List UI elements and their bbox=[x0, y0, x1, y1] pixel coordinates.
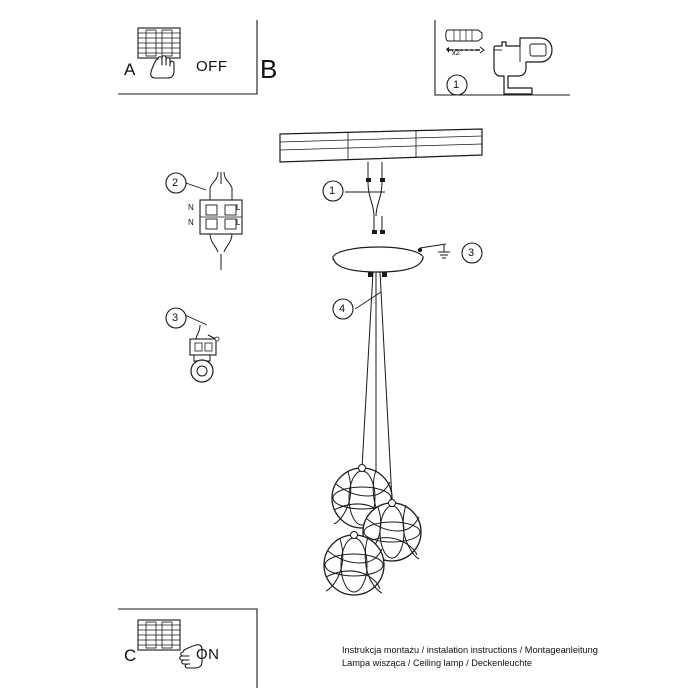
switch-on-icon bbox=[138, 620, 180, 650]
dowel-quantity-label: x2 bbox=[452, 48, 460, 57]
lamp-assembly bbox=[270, 120, 530, 620]
switch-off-label: OFF bbox=[196, 58, 228, 75]
panel-step-c bbox=[118, 608, 258, 688]
footer-line-1: Instrukcja montażu / instalation instructions / Montageanleitung bbox=[342, 645, 598, 655]
callout-3-left-leader bbox=[185, 313, 209, 327]
earth-symbol-icon bbox=[434, 244, 454, 262]
step-label-b: B bbox=[260, 54, 278, 84]
step-label-c: C bbox=[124, 646, 137, 665]
footer-instructions bbox=[342, 644, 598, 670]
callout-4-leader bbox=[355, 290, 383, 312]
callout-1-top-label: 1 bbox=[453, 79, 460, 91]
wall-plug-icon bbox=[446, 30, 482, 41]
ceiling-slab bbox=[280, 129, 482, 162]
canopy-fixings bbox=[368, 272, 387, 277]
terminal-label-l-top: L bbox=[236, 203, 241, 212]
callout-3-canopy-label: 3 bbox=[468, 247, 475, 259]
terminal-label-n-top: N bbox=[188, 203, 194, 212]
hand-icon bbox=[151, 56, 174, 78]
footer-line-2: Lampa wisząca / Ceiling lamp / Deckenleuchte bbox=[342, 658, 532, 668]
supply-wires bbox=[366, 162, 385, 234]
terminal-label-n-bottom: N bbox=[188, 218, 194, 227]
terminal-label-l-bottom: L bbox=[236, 218, 241, 227]
panel-step-a bbox=[118, 20, 258, 95]
callout-3-left-label: 3 bbox=[172, 312, 179, 324]
callout-2-label: 2 bbox=[172, 177, 179, 189]
ground-clamp-icon bbox=[186, 325, 236, 390]
step-label-a: A bbox=[124, 60, 136, 79]
callout-4-label: 4 bbox=[339, 303, 346, 315]
callout-1-ceiling-leader bbox=[345, 189, 387, 195]
switch-off-icon bbox=[138, 28, 180, 58]
callout-2-leader bbox=[186, 182, 208, 192]
drill-icon bbox=[494, 38, 552, 94]
switch-on-label: ON bbox=[196, 646, 220, 663]
ceiling-canopy bbox=[333, 244, 446, 272]
callout-1-ceiling-label: 1 bbox=[329, 185, 336, 197]
